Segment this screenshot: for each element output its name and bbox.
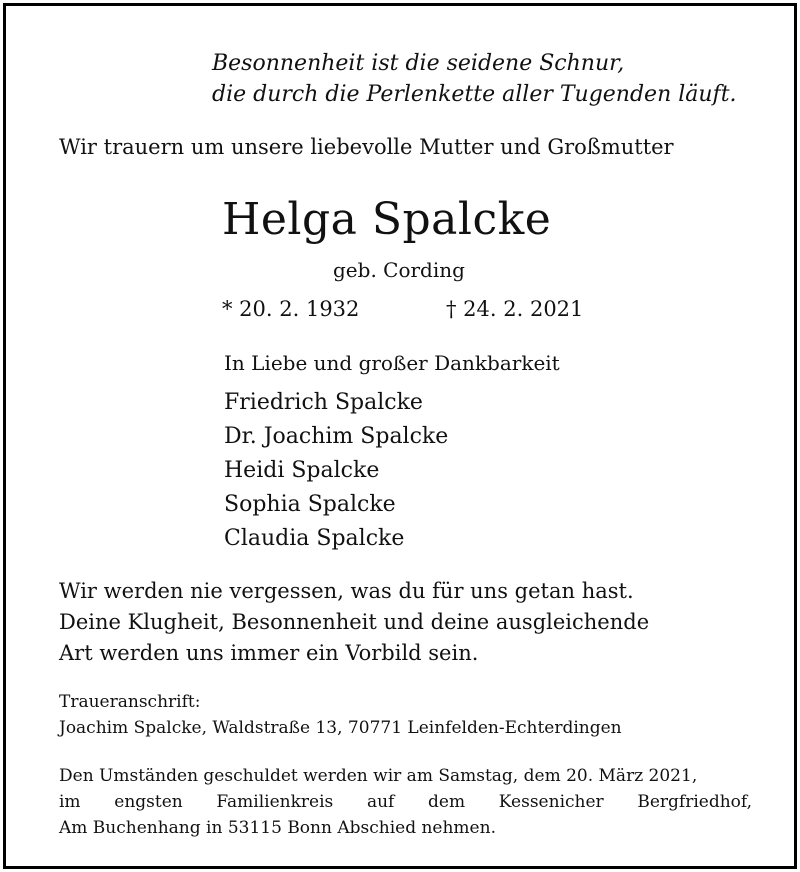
address-label: Traueranschrift: [59,692,201,712]
remembrance-line-2: Deine Klugheit, Besonnenheit und deine ausgleichende [59,610,650,634]
maiden-name: geb. Cording [333,258,465,282]
birth-date: * 20. 2. 1932 [222,297,360,321]
remembrance-line-1: Wir werden nie vergessen, was du für uns getan hast. [59,579,634,603]
gratitude-line: In Liebe und großer Dankbarkeit [224,351,560,375]
motto-line-2: die durch die Perlenkette aller Tugenden läuft. [212,82,737,107]
family-list [224,386,448,556]
motto-quote [212,48,737,110]
death-date: † 24. 2. 2021 [446,297,584,321]
deceased-name: Helga Spalcke [222,194,552,245]
funeral-notice [59,763,752,841]
notice-line-3: Am Buchenhang in 53115 Bonn Abschied nehmen. [59,818,496,838]
notice-line-1: Den Umständen geschuldet werden wir am Samstag, dem 20. März 2021, [59,766,698,786]
intro-text: Wir trauern um unsere liebevolle Mutter und Großmutter [59,135,674,159]
family-member: Claudia Spalcke [224,526,405,551]
family-member: Heidi Spalcke [224,458,380,483]
notice-line-2: im engsten Familienkreis auf dem Kessenicher Bergfriedhof, [59,792,752,812]
mourning-address [59,689,622,741]
remembrance-line-3: Art werden uns immer ein Vorbild sein. [59,641,479,665]
address-value: Joachim Spalcke, Waldstraße 13, 70771 Leinfelden-Echterdingen [59,718,622,738]
family-member: Dr. Joachim Spalcke [224,424,449,449]
remembrance-text [59,576,649,669]
family-member: Friedrich Spalcke [224,390,423,415]
obituary-frame [3,3,797,869]
family-member: Sophia Spalcke [224,492,396,517]
motto-line-1: Besonnenheit ist die seidene Schnur, [212,51,625,76]
